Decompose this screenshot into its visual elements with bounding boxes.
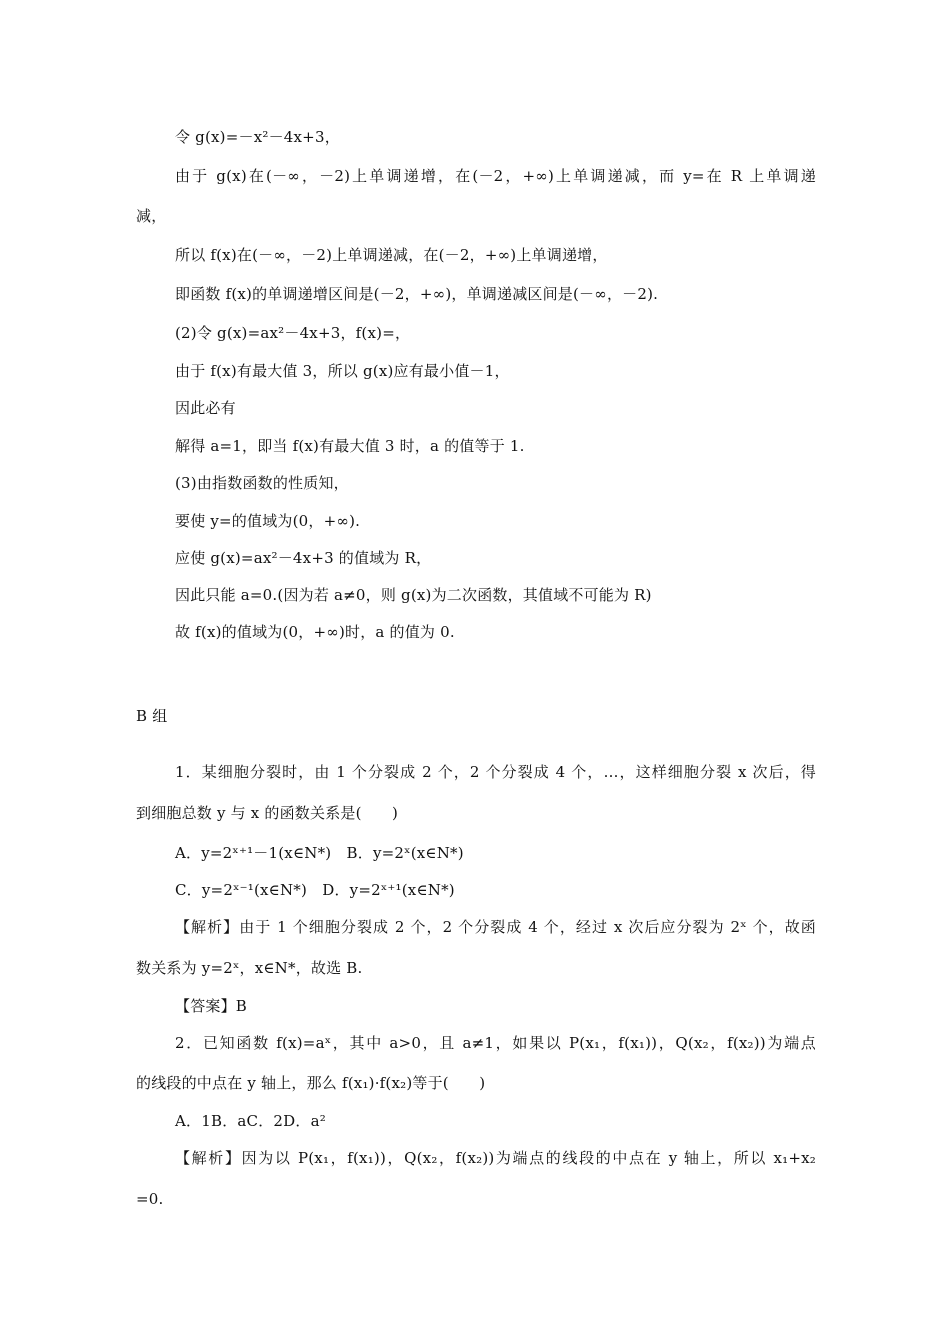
analysis-text: =0.: [136, 1190, 164, 1208]
text-line: 故 f(x)的值域为(0，+∞)时，a 的值为 0.: [175, 623, 455, 641]
question-text: 的线段的中点在 y 轴上，那么 f(x₁)·f(x₂)等于( ): [136, 1074, 486, 1092]
text-line: 应使 g(x)=ax²－4x+3 的值域为 R，: [175, 549, 432, 567]
text-line: 即函数 f(x)的单调递增区间是(－2，+∞)，单调递减区间是(－∞，－2).: [175, 285, 659, 303]
text-line: 因此只能 a=0.(因为若 a≠0，则 g(x)为二次函数，其值域不可能为 R): [175, 586, 652, 604]
text-line: 所以 f(x)在(－∞，－2)上单调递减，在(－2，+∞)上单调递增，: [175, 246, 608, 264]
text-line: 因此必有: [175, 399, 236, 417]
analysis-text: 【解析】因为以 P(x₁，f(x₁))，Q(x₂，f(x₂))为端点的线段的中点在 y 轴上，所以 x₁+x₂: [175, 1149, 816, 1167]
text-line: 令 g(x)=－x²－4x+3，: [175, 128, 340, 146]
section-heading: B 组: [136, 707, 168, 725]
answer-option: A．1B．aC．2D．a²: [175, 1112, 326, 1130]
text-line: 由于 f(x)有最大值 3，所以 g(x)应有最小值－1，: [175, 362, 510, 380]
question-text: 2．已知函数 f(x)=aˣ，其中 a>0，且 a≠1，如果以 P(x₁，f(x₁))，Q(x₂，f(x₂))为端点: [175, 1034, 816, 1052]
answer-option: C．y=2ˣ⁻¹(x∈N*) D．y=2ˣ⁺¹(x∈N*): [175, 881, 455, 899]
question-text: 到细胞总数 y 与 x 的函数关系是( ): [136, 804, 399, 822]
text-line: 解得 a=1，即当 f(x)有最大值 3 时，a 的值等于 1.: [175, 437, 525, 455]
text-line: 要使 y=的值域为(0，+∞).: [175, 512, 361, 530]
question-text: 1．某细胞分裂时，由 1 个分裂成 2 个，2 个分裂成 4 个，…，这样细胞分裂 x 次后，得: [175, 763, 816, 781]
text-line: 由于 g(x)在(－∞，－2)上单调递增，在(－2，+∞)上单调递减，而 y=在 R 上单调递: [175, 167, 816, 185]
answer-text: 【答案】B: [175, 997, 248, 1015]
text-line: 减，: [136, 207, 167, 225]
analysis-text: 【解析】由于 1 个细胞分裂成 2 个，2 个分裂成 4 个，经过 x 次后应分裂为 2ˣ 个，故函: [175, 918, 816, 936]
answer-option: A．y=2ˣ⁺¹－1(x∈N*) B．y=2ˣ(x∈N*): [175, 844, 464, 862]
text-line: (2)令 g(x)=ax²－4x+3，f(x)=，: [175, 324, 411, 342]
text-line: (3)由指数函数的性质知，: [175, 474, 349, 492]
analysis-text: 数关系为 y=2ˣ，x∈N*，故选 B.: [136, 959, 363, 977]
